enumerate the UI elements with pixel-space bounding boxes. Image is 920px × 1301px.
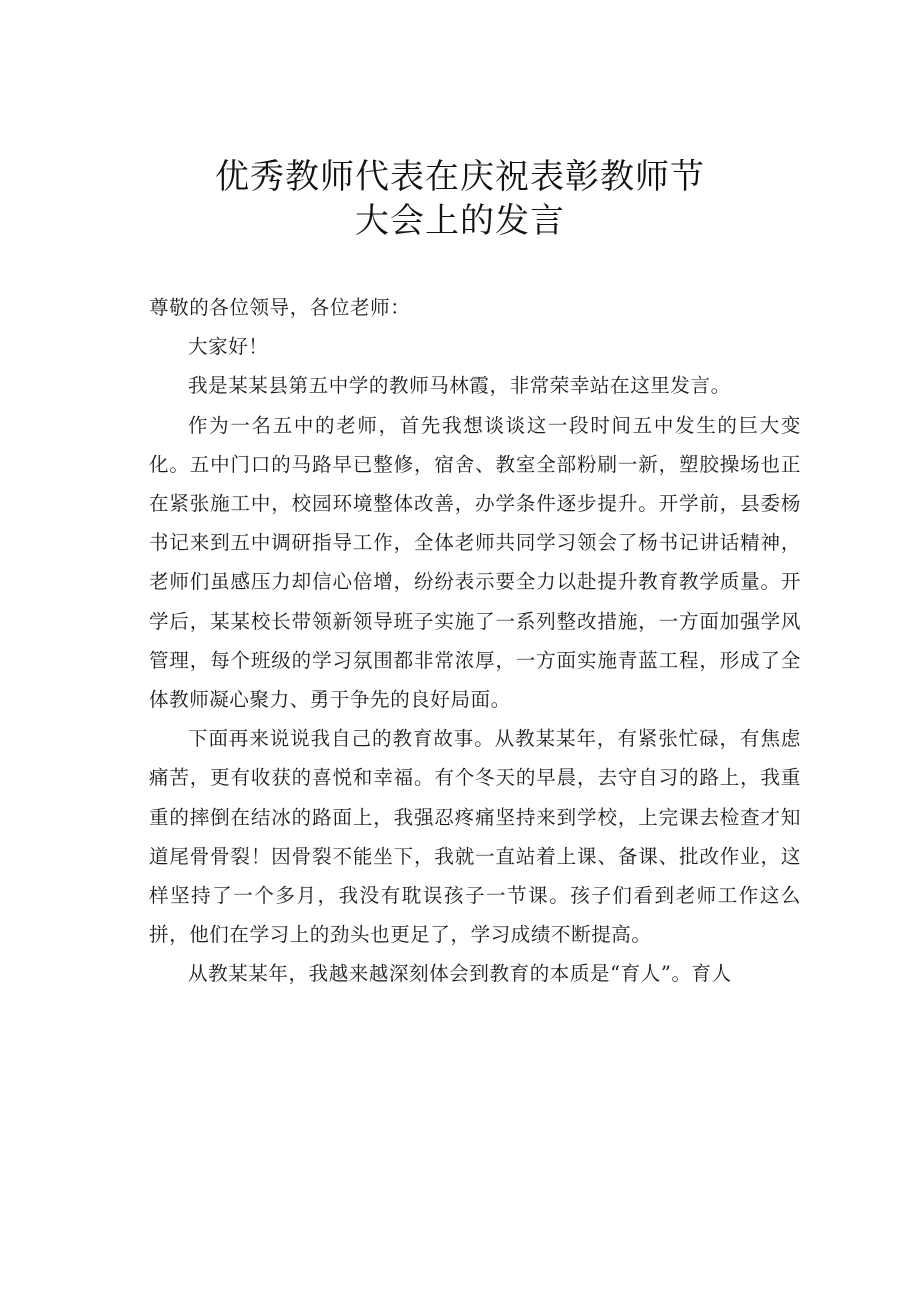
- document-title-line-2: 大会上的发言: [355, 201, 565, 241]
- paragraph-greeting: 大家好！: [188, 335, 269, 359]
- document-title-line-1: 优秀教师代表在庆祝表彰教师节: [215, 157, 705, 197]
- salutation: 尊敬的各位领导，各位老师：: [149, 296, 411, 319]
- paragraph-school-changes: 作为一名五中的老师，首先我想谈谈这一段时间五中发生的巨大变化。五中门口的马路早已整修，宿舍、教室全部粉刷一新，塑胶操场也正在紧张施工中，校园环境整体改善，办学条件逐步提升。开学前，县委杨书记来到五中调研指导工作，全体老师共同学习领会了杨书记讲话精神，老师们虽感压力却信心倍增，纷纷表示要全力以赴提升教育教学质量。开学后，某某校长带领新领导班子实施了一系列整改措施，一方面加强学风管理，每个班级的学习氛围都非常浓厚，一方面实施青蓝工程，形成了全体教师凝心聚力、勇于争先的良好局面。: [149, 413, 801, 712]
- paragraph-introduction: 我是某某县第五中学的教师马林霞，非常荣幸站在这里发言。: [188, 374, 731, 398]
- paragraph-personal-story: 下面再来说说我自己的教育故事。从教某某年，有紧张忙碌，有焦虑痛苦，更有收获的喜悦和幸福。有个冬天的早晨，去守自习的路上，我重重的摔倒在结冰的路面上，我强忍疼痛坚持来到学校，上完课去检查才知道尾骨骨裂！因骨裂不能坐下，我就一直站着上课、备课、批改作业，这样坚持了一个多月，我没有耽误孩子一节课。孩子们看到老师工作这么拼，他们在学习上的劲头也更足了，学习成绩不断提高。: [149, 727, 801, 947]
- paragraph-education-essence: 从教某某年，我越来越深刻体会到教育的本质是“育人”。育人: [188, 962, 732, 986]
- speech-body: [149, 288, 801, 994]
